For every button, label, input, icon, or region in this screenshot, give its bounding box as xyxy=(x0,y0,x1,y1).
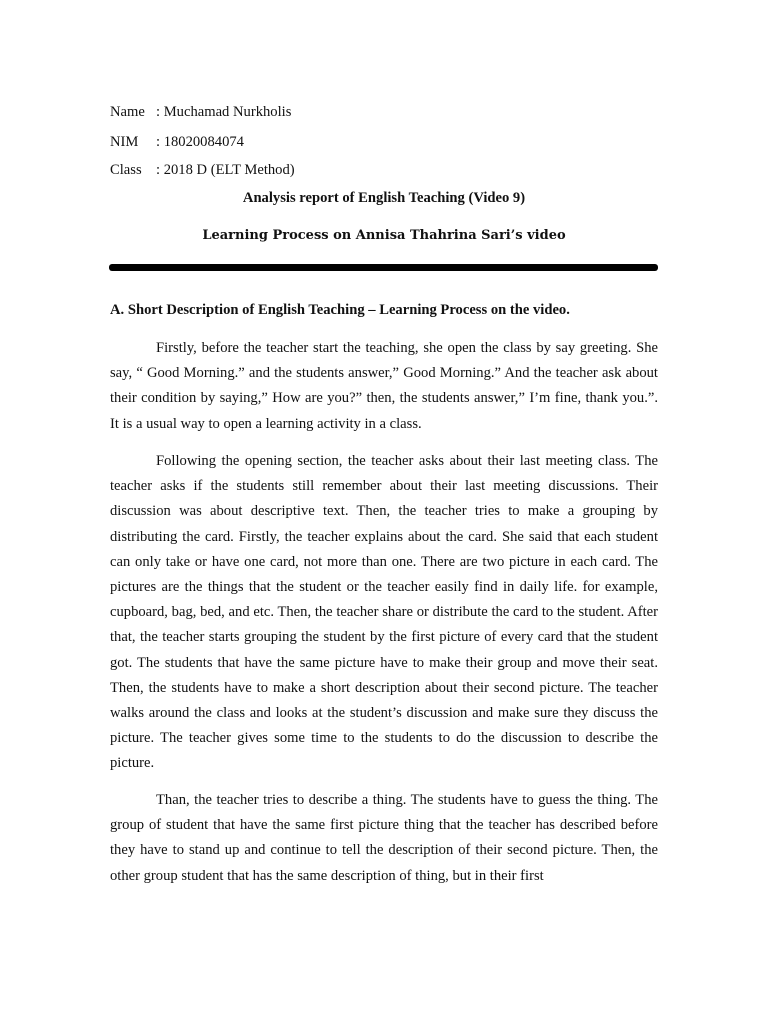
class-value: : 2018 D (ELT Method) xyxy=(156,162,295,178)
class-row xyxy=(110,161,295,179)
nim-label: NIM xyxy=(110,134,139,150)
paragraph-1: Firstly, before the teacher start the teaching, she open the class by say greeting. She say, “ Good Morning.” and the students answer,” Good Morning.” And the teacher ask about their condition by saying,” How are you?” then, the students answer,” I’m fine, thank you.”. It is a usual way to open a learning activity in a class. xyxy=(110,340,658,432)
name-label: Name xyxy=(110,104,145,120)
horizontal-divider xyxy=(109,264,658,271)
report-title: Analysis report of English Teaching (Video 9) xyxy=(242,190,526,206)
class-label: Class xyxy=(110,162,142,178)
nim-value: : 18020084074 xyxy=(156,134,244,150)
name-value: : Muchamad Nurkholis xyxy=(156,104,292,120)
report-subtitle: Learning Process on Annisa Thahrina Sari’s video xyxy=(202,228,566,243)
section-a-heading: A. Short Description of English Teaching – Learning Process on the video. xyxy=(110,302,570,318)
paragraph-3: Than, the teacher tries to describe a thing. The students have to guess the thing. The group of student that have the same first picture thing that the teacher has described before they have to stand up and continue to tell the description of their second picture. Then, the other group student that has the same description of thing, but in their first xyxy=(110,792,658,884)
nim-row xyxy=(110,133,244,151)
paragraph-2: Following the opening section, the teacher asks about their last meeting class. The teacher asks if the students still remember about their last meeting discussions. Their discussion was about descriptive text. Then, the teacher tries to make a grouping by distributing the card. Firstly, the teacher explains about the card. She said that each student can only take or have one card, not more than one. There are two picture in each card. The pictures are the things that the student or the teacher easily find in daily life. for example, cupboard, bag, bed, and etc. Then, the teacher share or distribute the card to the student. After that, the teacher starts grouping the student by the first picture of every card that the student got. The students that have the same picture have to make their group and move their seat. Then, the students have to make a short description about their second picture. The teacher walks around the class and looks at the student’s discussion and make sure they discuss the picture. The teacher gives some time to the students to do the discussion to describe the picture. xyxy=(110,453,658,772)
name-row xyxy=(110,103,291,121)
